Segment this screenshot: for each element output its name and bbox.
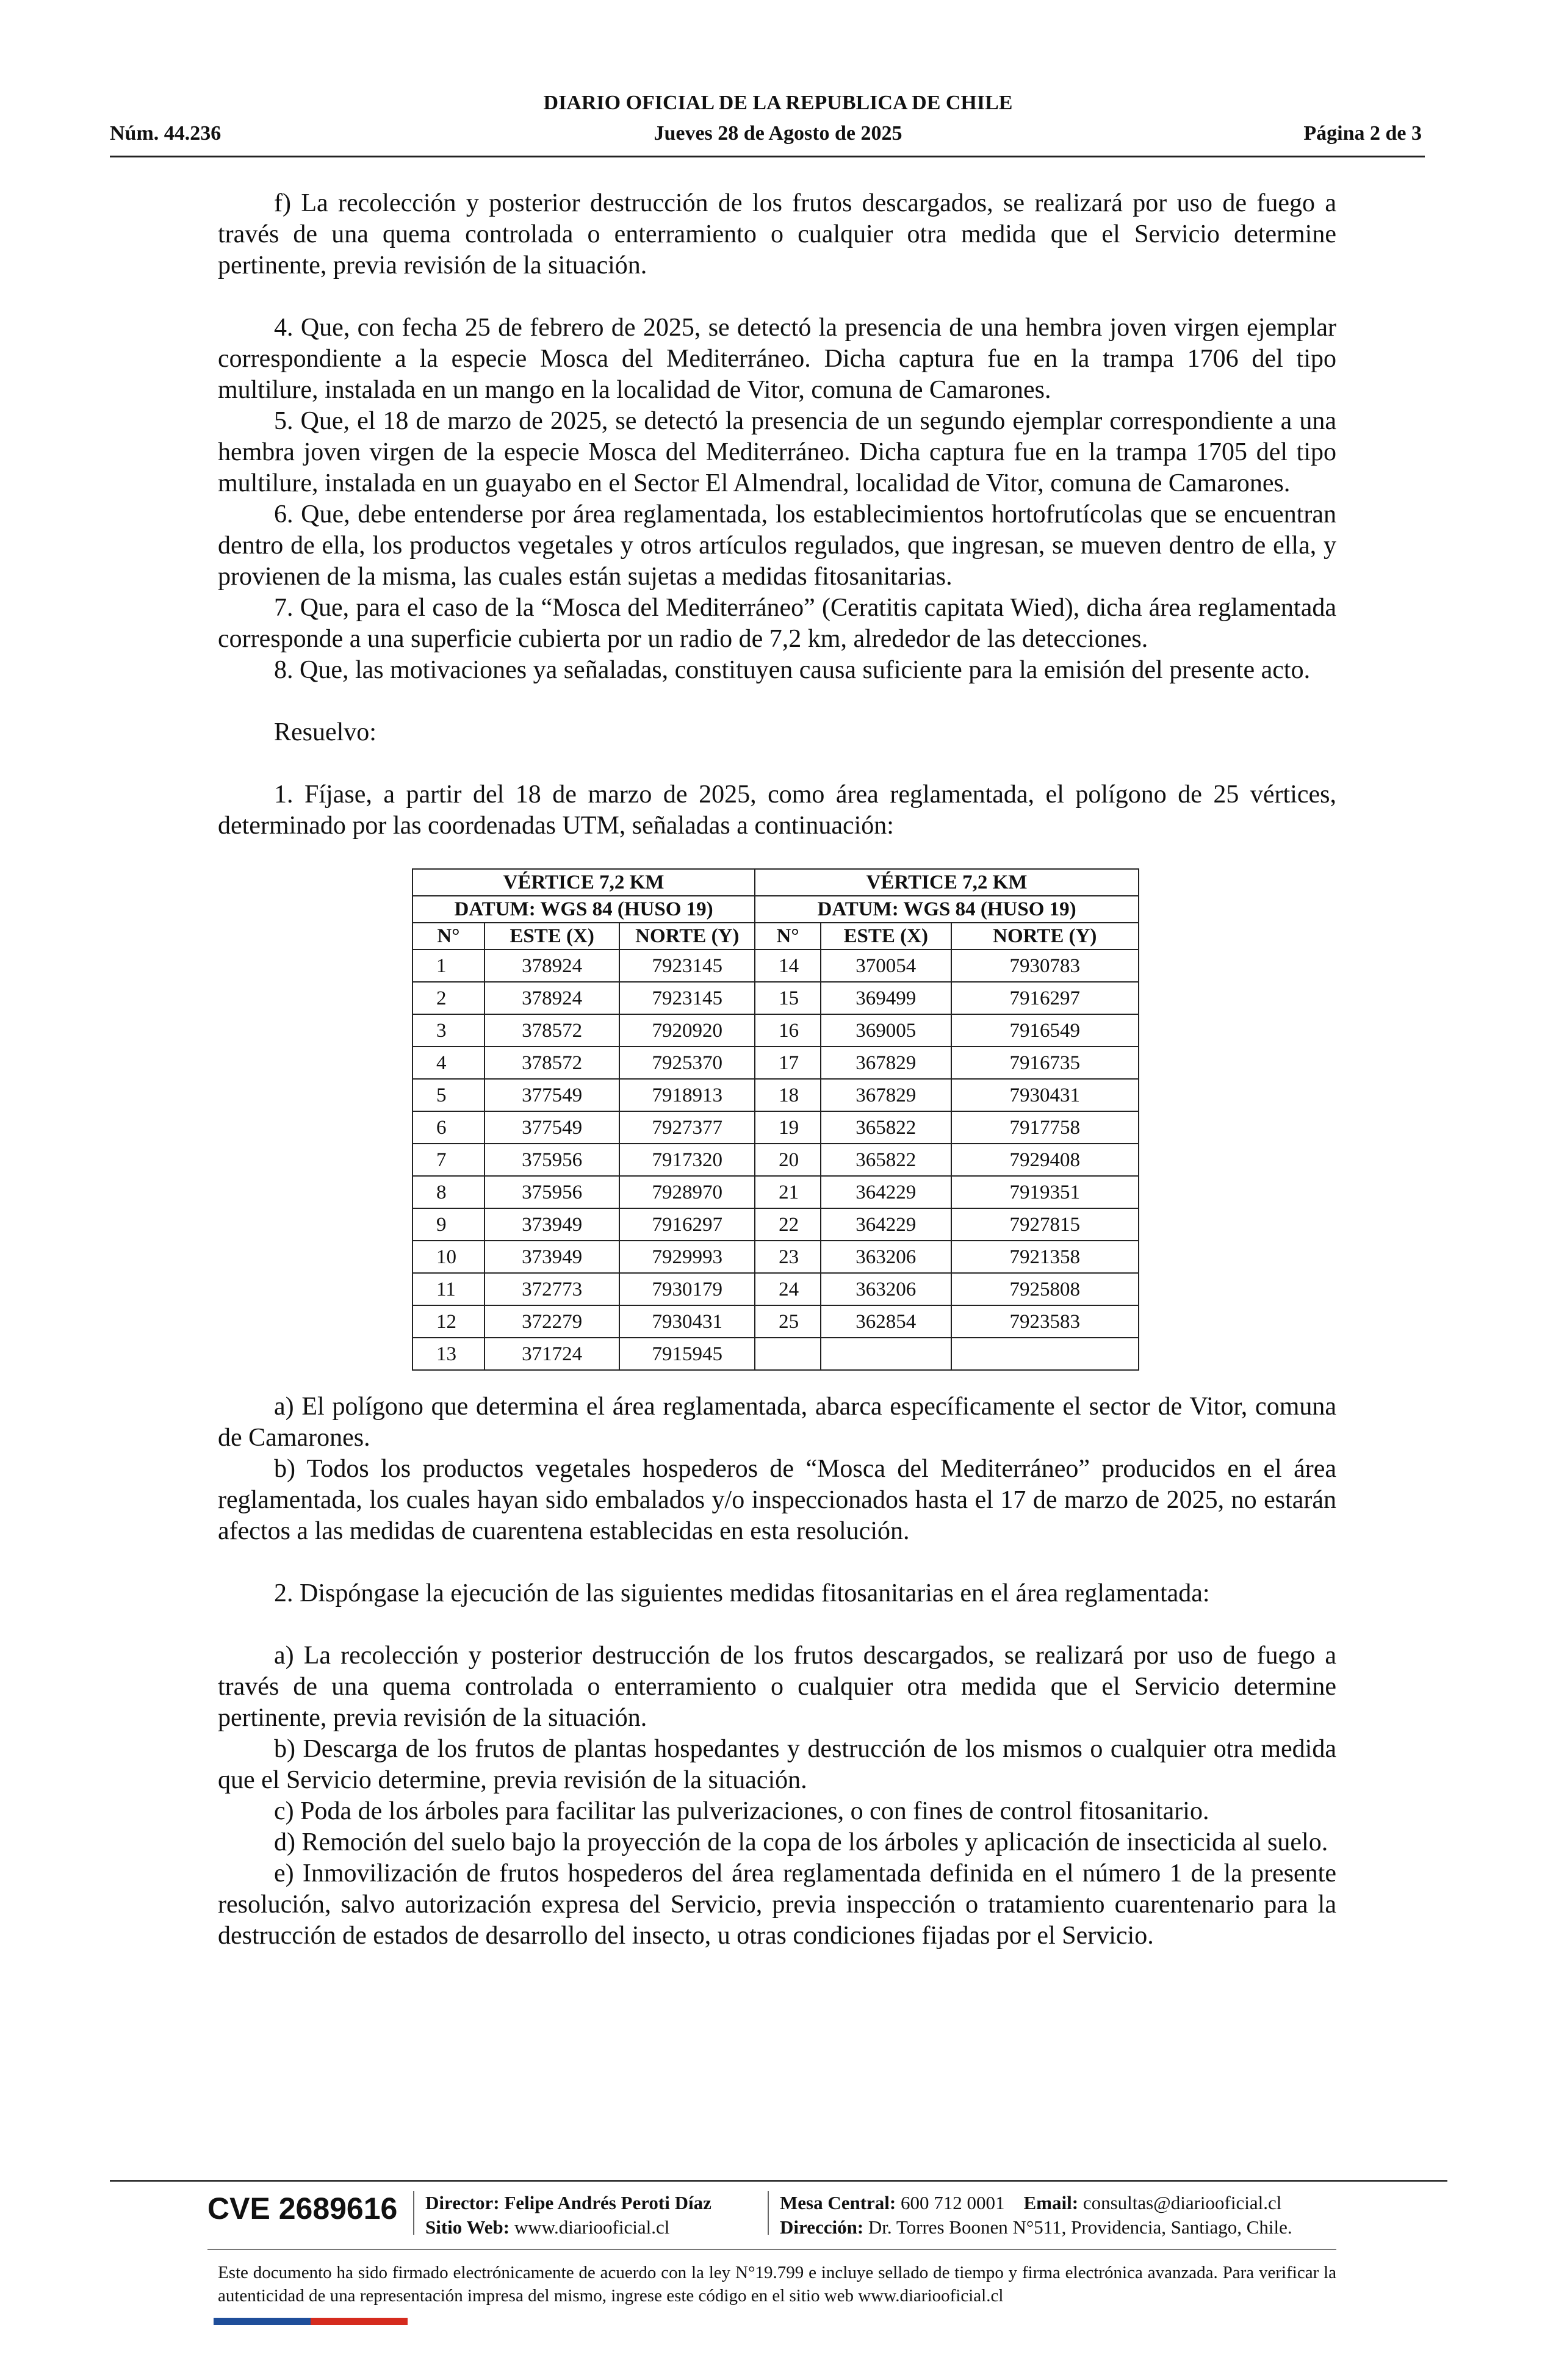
norte-value: 7930431 <box>951 1079 1139 1111</box>
este-value: 367829 <box>821 1079 951 1111</box>
vertex-number: 20 <box>755 1144 821 1176</box>
measure-c: c) Poda de los árboles para facilitar las pulverizaciones, o con fines de control fitosanitario. <box>274 1797 1209 1825</box>
norte-value: 7927377 <box>619 1111 755 1144</box>
email-link[interactable]: consultas@diariooficial.cl <box>1082 2192 1282 2213</box>
director-name: Felipe Andrés Peroti Díaz <box>504 2192 711 2213</box>
table-row <box>412 1208 1139 1241</box>
flag-blue-segment <box>214 2318 311 2325</box>
este-value: 364229 <box>821 1208 951 1241</box>
vertex-number: 17 <box>755 1047 821 1079</box>
column-header-este: ESTE (X) <box>821 923 951 950</box>
address-value: Dr. Torres Boonen N°511, Providencia, Santiago, Chile. <box>868 2216 1292 2238</box>
vertex-number: 25 <box>755 1305 821 1338</box>
table-row <box>412 1079 1139 1111</box>
vertex-number <box>755 1338 821 1370</box>
journal-title: DIARIO OFICIAL DE LA REPUBLICA DE CHILE <box>543 92 1013 114</box>
document-body <box>218 188 1336 1952</box>
este-value: 378924 <box>484 982 620 1014</box>
table-datum-left: DATUM: WGS 84 (HUSO 19) <box>412 896 755 923</box>
measure-a: a) La recolección y posterior destrucción de los frutos descargados, se realizará por uso de fuego a través de una quema controlada o enterramiento o cualquier otra medida que el Servicio determine pertinente, previa revisión de la situación. <box>218 1642 1336 1732</box>
column-header-n: N° <box>412 923 484 950</box>
coordinates-table-wrapper <box>412 868 1336 1371</box>
vertex-number: 23 <box>755 1241 821 1273</box>
vertex-number: 12 <box>412 1305 484 1338</box>
issue-date: Jueves 28 de Agosto de 2025 <box>654 122 902 145</box>
table-row <box>412 1047 1139 1079</box>
measure-b: b) Descarga de los frutos de plantas hospedantes y destrucción de los mismos o cualquier otra medida que el Servicio determine, previa revisión de la situación. <box>218 1735 1336 1794</box>
column-header-este: ESTE (X) <box>484 923 620 950</box>
este-value: 378572 <box>484 1014 620 1047</box>
table-row <box>412 950 1139 982</box>
vertex-number: 24 <box>755 1273 821 1305</box>
vertex-number: 11 <box>412 1273 484 1305</box>
paragraph-4: 4. Que, con fecha 25 de febrero de 2025, se detectó la presencia de una hembra joven virgen ejemplar correspondiente a la especie Mosca del Mediterráneo. Dicha captura fue en la trampa 1706 del tipo multilure, instalada en un mango en la localidad de Vitor, comuna de Camarones. <box>218 314 1336 404</box>
resolution-1b: b) Todos los productos vegetales hospederos de “Mosca del Mediterráneo” producidos en el área reglamentada, los cuales hayan sido embalados y/o inspeccionados hasta el 17 de marzo de 2025, no estarán afectos a las medidas de cuarentena establecidas en esta resolución. <box>218 1455 1336 1545</box>
flag-color-bar <box>214 2318 408 2325</box>
footer-divider <box>110 2180 1447 2182</box>
norte-value: 7928970 <box>619 1176 755 1208</box>
column-header-n: N° <box>755 923 821 950</box>
issue-number: Núm. 44.236 <box>110 122 222 145</box>
este-value: 375956 <box>484 1144 620 1176</box>
table-row <box>412 1241 1139 1273</box>
table-row <box>412 1338 1139 1370</box>
este-value <box>821 1338 951 1370</box>
vertex-number: 21 <box>755 1176 821 1208</box>
director-label: Director: <box>425 2192 500 2213</box>
vertex-number: 7 <box>412 1144 484 1176</box>
vertex-number: 6 <box>412 1111 484 1144</box>
norte-value: 7917758 <box>951 1111 1139 1144</box>
norte-value: 7916735 <box>951 1047 1139 1079</box>
norte-value: 7915945 <box>619 1338 755 1370</box>
table-row <box>412 1273 1139 1305</box>
legal-notice: Este documento ha sido firmado electrónicamente de acuerdo con la ley N°19.799 e incluye sellado de tiempo y firma electrónica avanzada. Para verificar la autenticidad de una representación impresa del mismo, ingrese este código en el sitio web www.diariooficial.cl <box>218 2263 1336 2306</box>
este-value: 369499 <box>821 982 951 1014</box>
mesa-phone: 600 712 0001 <box>901 2192 1005 2213</box>
norte-value: 7923145 <box>619 982 755 1014</box>
este-value: 375956 <box>484 1176 620 1208</box>
vertex-number: 10 <box>412 1241 484 1273</box>
footer-contact-block <box>780 2191 1292 2240</box>
norte-value: 7918913 <box>619 1079 755 1111</box>
este-value: 365822 <box>821 1144 951 1176</box>
este-value: 363206 <box>821 1273 951 1305</box>
norte-value: 7916549 <box>951 1014 1139 1047</box>
este-value: 372773 <box>484 1273 620 1305</box>
norte-value: 7919351 <box>951 1176 1139 1208</box>
norte-value: 7916297 <box>951 982 1139 1014</box>
resolution-2: 2. Dispóngase la ejecución de las siguientes medidas fitosanitarias en el área reglamentada: <box>274 1579 1210 1607</box>
norte-value: 7929408 <box>951 1144 1139 1176</box>
paragraph-5: 5. Que, el 18 de marzo de 2025, se detectó la presencia de un segundo ejemplar correspondiente a una hembra joven virgen de la especie Mosca del Mediterráneo. Dicha captura fue en la trampa 1705 del tipo multilure, instalada en un guayabo en el Sector El Almendral, localidad de Vitor, comuna de Camarones. <box>218 407 1336 497</box>
vertex-number: 15 <box>755 982 821 1014</box>
website-label: Sitio Web: <box>425 2216 510 2238</box>
table-row <box>412 1176 1139 1208</box>
norte-value: 7917320 <box>619 1144 755 1176</box>
este-value: 362854 <box>821 1305 951 1338</box>
norte-value: 7923583 <box>951 1305 1139 1338</box>
norte-value: 7916297 <box>619 1208 755 1241</box>
norte-value: 7929993 <box>619 1241 755 1273</box>
norte-value: 7925808 <box>951 1273 1139 1305</box>
cve-code: CVE 2689616 <box>207 2191 398 2226</box>
table-title-right: VÉRTICE 7,2 KM <box>755 869 1139 896</box>
este-value: 373949 <box>484 1241 620 1273</box>
vertex-number: 22 <box>755 1208 821 1241</box>
este-value: 363206 <box>821 1241 951 1273</box>
table-row <box>412 982 1139 1014</box>
column-header-norte: NORTE (Y) <box>619 923 755 950</box>
vertex-number: 18 <box>755 1079 821 1111</box>
este-value: 369005 <box>821 1014 951 1047</box>
vertex-number: 19 <box>755 1111 821 1144</box>
este-value: 365822 <box>821 1111 951 1144</box>
vertex-number: 2 <box>412 982 484 1014</box>
norte-value: 7930179 <box>619 1273 755 1305</box>
este-value: 377549 <box>484 1079 620 1111</box>
paragraph-6: 6. Que, debe entenderse por área reglamentada, los establecimientos hortofrutícolas que se encuentran dentro de ella, los productos vegetales y otros artículos regulados, que ingresan, se mueven dentro de ella, y provienen de la misma, las cuales están sujetas a medidas fitosanitarias. <box>218 500 1336 591</box>
este-value: 378572 <box>484 1047 620 1079</box>
norte-value: 7925370 <box>619 1047 755 1079</box>
vertex-number: 16 <box>755 1014 821 1047</box>
norte-value: 7927815 <box>951 1208 1139 1241</box>
vertex-number: 5 <box>412 1079 484 1111</box>
table-datum-right: DATUM: WGS 84 (HUSO 19) <box>755 896 1139 923</box>
norte-value: 7921358 <box>951 1241 1139 1273</box>
resolution-1a: a) El polígono que determina el área reglamentada, abarca específicamente el sector de Vitor, comuna de Camarones. <box>218 1393 1336 1452</box>
norte-value: 7920920 <box>619 1014 755 1047</box>
vertex-number: 14 <box>755 950 821 982</box>
footer-separator <box>413 2191 414 2235</box>
vertex-number: 4 <box>412 1047 484 1079</box>
footer-director-block <box>425 2191 711 2240</box>
measure-d: d) Remoción del suelo bajo la proyección de la copa de los árboles y aplicación de insecticida al suelo. <box>274 1828 1328 1856</box>
column-header-norte: NORTE (Y) <box>951 923 1139 950</box>
resolution-1: 1. Fíjase, a partir del 18 de marzo de 2025, como área reglamentada, el polígono de 25 vértices, determinado por las coordenadas UTM, señaladas a continuación: <box>218 781 1336 840</box>
page-indicator: Página 2 de 3 <box>1303 122 1422 145</box>
measure-e: e) Inmovilización de frutos hospederos del área reglamentada definida en el número 1 de la presente resolución, salvo autorización expresa del Servicio, previa inspección o tratamiento cuarentenario para la destrucción de estados de desarrollo del insecto, u otras condiciones fijadas por el Servicio. <box>218 1859 1336 1950</box>
footer-divider-2 <box>207 2249 1336 2250</box>
este-value: 377549 <box>484 1111 620 1144</box>
norte-value <box>951 1338 1139 1370</box>
norte-value: 7930431 <box>619 1305 755 1338</box>
email-label: Email: <box>1023 2192 1079 2213</box>
vertex-number: 8 <box>412 1176 484 1208</box>
table-row <box>412 1144 1139 1176</box>
address-label: Dirección: <box>780 2216 864 2238</box>
este-value: 378924 <box>484 950 620 982</box>
paragraph-f: f) La recolección y posterior destrucción de los frutos descargados, se realizará por uso de fuego a través de una quema controlada o enterramiento o cualquier otra medida que el Servicio determine pertinente, previa revisión de la situación. <box>218 189 1336 279</box>
table-row <box>412 1111 1139 1144</box>
este-value: 370054 <box>821 950 951 982</box>
este-value: 372279 <box>484 1305 620 1338</box>
table-row <box>412 1305 1139 1338</box>
vertex-number: 3 <box>412 1014 484 1047</box>
paragraph-7: 7. Que, para el caso de la “Mosca del Mediterráneo” (Ceratitis capitata Wied), dicha área reglamentada corresponde a una superficie cubierta por un radio de 7,2 km, alrededor de las detecciones. <box>218 594 1336 653</box>
mesa-label: Mesa Central: <box>780 2192 896 2213</box>
table-title-left: VÉRTICE 7,2 KM <box>412 869 755 896</box>
website-link[interactable]: www.diariooficial.cl <box>514 2216 670 2238</box>
paragraph-8: 8. Que, las motivaciones ya señaladas, constituyen causa suficiente para la emisión del presente acto. <box>274 656 1311 684</box>
coordinates-table-body <box>412 950 1139 1370</box>
vertex-number: 9 <box>412 1208 484 1241</box>
este-value: 367829 <box>821 1047 951 1079</box>
norte-value: 7923145 <box>619 950 755 982</box>
este-value: 371724 <box>484 1338 620 1370</box>
norte-value: 7930783 <box>951 950 1139 982</box>
flag-red-segment <box>311 2318 408 2325</box>
este-value: 364229 <box>821 1176 951 1208</box>
este-value: 373949 <box>484 1208 620 1241</box>
coordinates-table <box>412 868 1139 1371</box>
resuelvo-heading: Resuelvo: <box>274 718 376 746</box>
vertex-number: 1 <box>412 950 484 982</box>
vertex-number: 13 <box>412 1338 484 1370</box>
table-row <box>412 1014 1139 1047</box>
header-divider <box>110 156 1425 157</box>
footer-separator <box>768 2191 769 2235</box>
